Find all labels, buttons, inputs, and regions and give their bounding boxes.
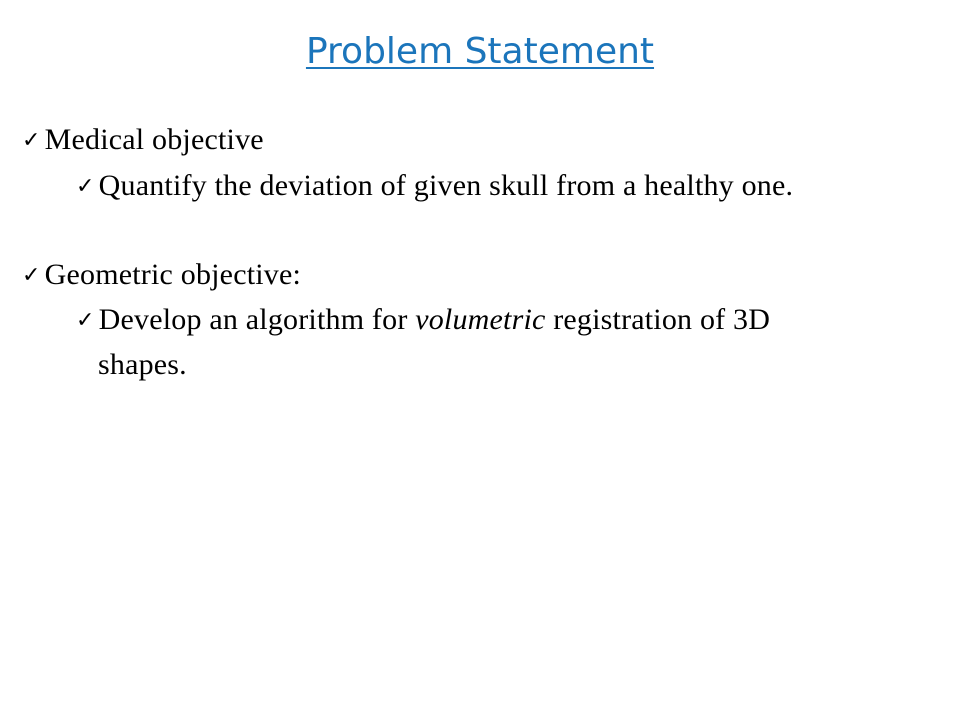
checkmark-icon: ✓ (22, 263, 41, 288)
sub-bullet-develop-continuation: shapes. (98, 348, 187, 381)
bullet-text-after: registration of 3D (545, 303, 771, 336)
bullet-text: Geometric objective: (44, 258, 302, 291)
bullet-geometric-objective (22, 256, 301, 295)
sub-bullet-quantify (76, 167, 793, 206)
bullet-text-before: Develop an algorithm for (98, 303, 416, 336)
checkmark-icon: ✓ (22, 128, 41, 153)
bullet-text: Medical objective (44, 123, 264, 156)
checkmark-icon: ✓ (76, 174, 95, 199)
sub-bullet-develop (76, 301, 770, 340)
bullet-text-emphasis: volumetric (415, 303, 546, 336)
bullet-medical-objective (22, 121, 264, 160)
bullet-text: Quantify the deviation of given skull from a healthy one. (98, 169, 794, 202)
checkmark-icon: ✓ (76, 308, 95, 333)
slide-title: Problem Statement (305, 31, 655, 72)
